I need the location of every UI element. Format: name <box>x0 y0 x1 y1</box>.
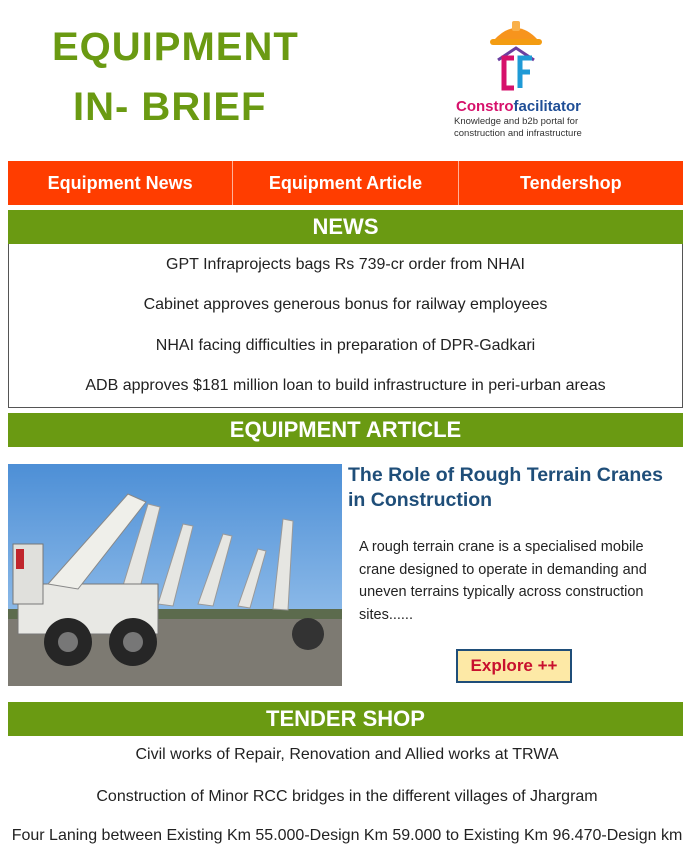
article-heading: EQUIPMENT ARTICLE <box>8 413 683 447</box>
news-item[interactable]: Cabinet approves generous bonus for railway employees <box>143 296 548 313</box>
news-item[interactable]: NHAI facing difficulties in preparation of DPR-Gadkari <box>155 337 536 354</box>
nav-tendershop[interactable]: Tendershop <box>459 161 683 205</box>
nav-equipment-article[interactable]: Equipment Article <box>233 161 458 205</box>
logo-name-part1: Constro <box>456 98 514 115</box>
news-heading: NEWS <box>8 210 683 244</box>
logo-tagline: Knowledge and b2b portal for construction and infrastructure <box>454 116 582 139</box>
news-item[interactable]: ADB approves $181 million loan to build infrastructure in peri-urban areas <box>85 377 606 394</box>
constrofacilitator-logo[interactable] <box>448 18 608 146</box>
logo-name-part2: facilitator <box>513 98 582 115</box>
logo-emblem-icon <box>448 18 608 98</box>
news-list <box>8 244 683 408</box>
tender-item[interactable]: Four Laning between Existing Km 55.000-Design Km 59.000 to Existing Km 96.470-Design km <box>11 827 683 844</box>
explore-button[interactable]: Explore ++ <box>456 649 572 683</box>
crane-photo[interactable] <box>8 464 342 686</box>
tender-item[interactable]: Construction of Minor RCC bridges in the different villages of Jhargram <box>96 788 598 805</box>
tender-heading: TENDER SHOP <box>8 702 683 736</box>
article-description: A rough terrain crane is a specialised mobile crane designed to operate in demanding and uneven terrains typically across construction sites...... <box>359 539 647 623</box>
article-title[interactable]: The Role of Rough Terrain Cranes in Construction <box>348 464 663 511</box>
tender-item[interactable]: Civil works of Repair, Renovation and Allied works at TRWA <box>135 746 559 763</box>
newsletter-title-line2: IN- BRIEF <box>73 85 267 129</box>
news-item[interactable]: GPT Infraprojects bags Rs 739-cr order from NHAI <box>166 256 525 273</box>
top-navigation <box>8 161 683 205</box>
nav-equipment-news[interactable]: Equipment News <box>8 161 233 205</box>
newsletter-title-line1: EQUIPMENT <box>52 25 299 69</box>
